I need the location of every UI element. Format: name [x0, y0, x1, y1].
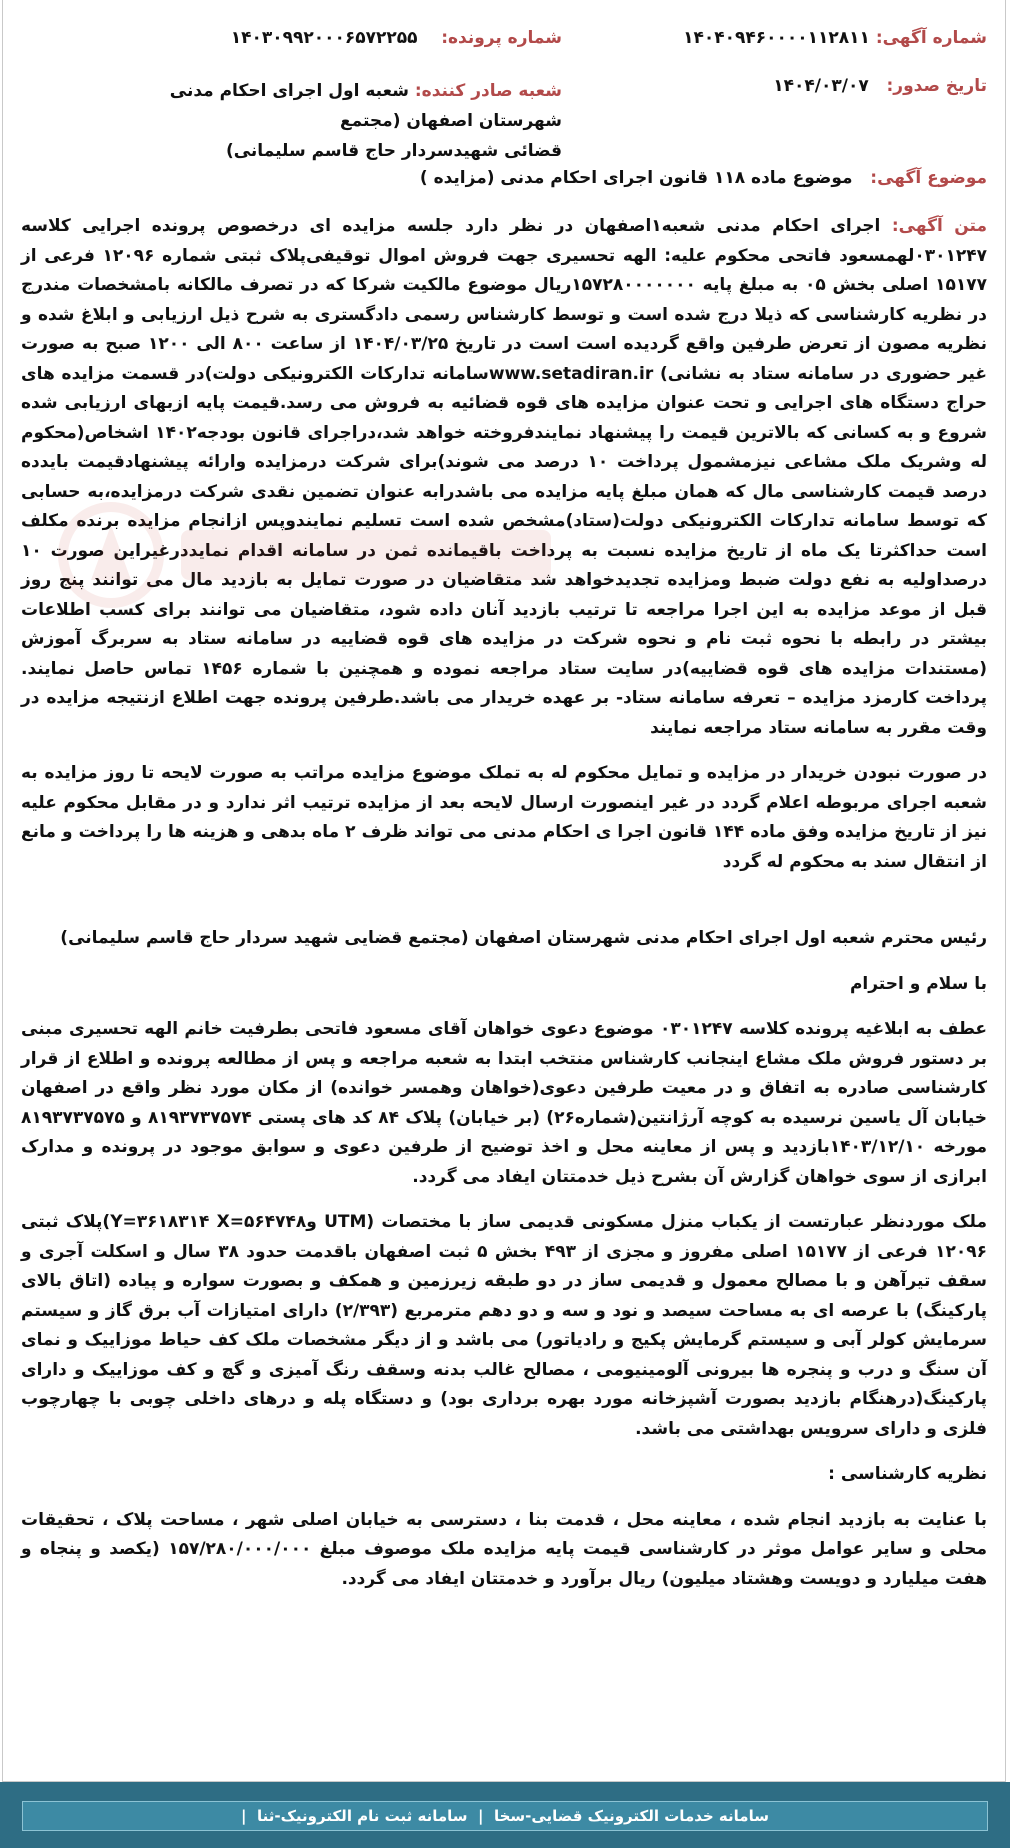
- subject-row: [21, 168, 987, 188]
- footer-links-bar: [22, 1801, 988, 1831]
- case-number-group: [231, 28, 562, 48]
- notice-number: ۱۴۰۴۰۹۴۶۰۰۰۰۱۱۲۸۱۱: [683, 28, 870, 48]
- notice-paragraph-1-text: اجرای احکام مدنی شعبه۱اصفهان در نظر دارد جلسه مزایده ای درخصوص پرونده اجرایی کلاسه ۰۳۰۱۲۴۷لهمسعود فاتحی محکوم علیه: الهه تحسیری جهت فروش اموال توقیفی‌پلاک ثبتی شماره ۱۲۰۹۶ فرعی از ۱۵۱۷۷ اصلی بخش ۰۵ به مبلغ پایه ۱۵۷۲۸۰۰۰۰۰۰۰ریال موضوع مالکیت شرکا که در تصرف مالکانه بامشخصات مندرج در نظریه کارشناسی که ذیلا درج شده است و توسط کارشناس رسمی دادگستری به شرح ذیل ارزیابی و ابلاغ شده و نظریه مصون از تعرض طرفین واقع گردیده است است در تاریخ ۱۴۰۴/۰۳/۲۵ از ساعت ۸۰۰ الی ۱۲۰۰ صبح به صورت غیر حضوری در سامانه ستاد به نشانی) www.setadiran.irسامانه تدارکات الکترونیکی دولت)در قسمت مزایده های حراج دستگاه های اجرایی و تحت عنوان مزایده های قوه قضائیه به فروش می رسد.قیمت پایه ازبهای ارزیابی شده شروع و به کسانی که بالاترین قیمت را پیشنهاد نمایندفروخته خواهد شد،دراجرای قانون بودجه۱۴۰۲ اشخاص(محکوم له وشریک ملک مشاعی نیزمشمول پرداخت ۱۰ درصد می شوند)برای شرکت درمزایده وارائه پیشنهادقیمت بایدده درصد قیمت کارشناسی مال که همان مبلغ پایه مزایده می باشدرابه عنوان تضمین نقدی شرکت درمزایده،به حسابی که توسط سامانه تدارکات الکترونیکی دولت(ستاد)مشخص شده است تسلیم نمایندوپس ازانجام مزایده برنده مکلف است حداکثرتا یک ماه از تاریخ مزایده نسبت به پرداخت باقیمانده ثمن در سامانه اقدام نمایددرغیراین صورت ۱۰ درصداولیه به نفع دولت ضبط ومزایده تجدیدخواهد شد متقاضیان در صورت تمایل به بازدید مال می توانند پنج روز قبل از موعد مزایده به این اجرا مراجعه تا ترتیب بازدید آنان داده شود، متقاضیان می توانند برای کسب اطلاعات بیشتر در رابطه با نحوه ثبت نام و نحوه شرکت در مزایده های قوه قضاییه در سامانه ستاد به سربرگ آموزش (مستندات مزایده های قوه قضاییه)در سایت ستاد مراجعه نموده و همچنین با شماره ۱۴۵۶ تماس حاصل نمایند. پرداخت کارمزد مزایده – تعرفه سامانه ستاد- بر عهده خریدار می باشد.طرفین پرونده جهت اطلاع ازنتیجه مزایده در وقت مقرر به سامانه ستاد مراجعه نمایند: [21, 216, 988, 738]
- issuing-branch-group: [102, 76, 562, 166]
- report-paragraph-1: عطف به ابلاغیه پرونده کلاسه ۰۳۰۱۲۴۷ موضوع دعوی خواهان آقای مسعود فاتحی بطرفیت خانم الهه تحسیری مبنی بر دستور فروش ملک مشاع اینجانب کارشناس منتخب ابتدا به شعبه مراجعه و پس از مطالعه پرونده و اطلاع از قرار کارشناسی صادره به اتفاق و در معیت طرفین دعوی(خواهان وهمسر خوانده) از مکان مورد نظر واقع در اصفهان خیابان آل یاسین نرسیده به کوچه آرژانتین(شماره۲۶) (بر خیابان) پلاک ۸۴ کد های پستی ۸۱۹۳۷۳۷۵۷۴ و ۸۱۹۳۷۳۷۵۷۵ مورخه ۱۴۰۳/۱۲/۱۰بازدید و پس از معاینه محل و اخذ توضیح از طرفین دعوی و سوابق موجود در پرونده و مدارک ابرازی از سوی خواهان گزارش آن بشرح ذیل خدمتتان ایفاد می گردد.: [21, 1019, 988, 1187]
- notice-number-label: شماره آگهی:: [875, 28, 987, 48]
- case-number: ۱۴۰۳۰۹۹۲۰۰۰۶۵۷۲۲۵۵: [230, 28, 418, 48]
- notice-text-label: متن آگهی:: [891, 216, 987, 236]
- issue-date: ۱۴۰۴/۰۳/۰۷: [773, 76, 869, 96]
- expert-opinion-title: نظریه کارشناسی :: [828, 1464, 987, 1484]
- footer-link-sana[interactable]: سامانه ثبت نام الکترونیک-ثنا: [256, 1807, 468, 1825]
- expert-report: [21, 924, 987, 1594]
- case-number-label: شماره پرونده:: [441, 28, 562, 48]
- issue-date-group: [773, 76, 987, 96]
- footer-link-sakha[interactable]: سامانه خدمات الکترونیک قضایی-سخا: [493, 1807, 769, 1825]
- report-addressee: رئیس محترم شعبه اول اجرای احکام مدنی شهرستان اصفهان (مجتمع قضایی شهید سردار حاج قاسم سلیمانی): [60, 928, 987, 948]
- notice-body: [21, 212, 987, 877]
- footer-separator-end: |: [241, 1807, 247, 1825]
- footer-separator: |: [478, 1807, 484, 1825]
- notice-number-group: [683, 28, 987, 48]
- notice-paragraph-1: [21, 212, 987, 743]
- notice-paragraph-2: در صورت نبودن خریدار در مزایده و تمایل محکوم له به تملک موضوع مزایده مراتب به صورت لایحه تا روز مزایده به شعبه اجرای مربوطه اعلام گردد در غیر اینصورت ارسال لایحه بعد از مزایده ترتیب اثر ندارد و در مقابل محکوم علیه نیز از تاریخ مزایده وفق ماده ۱۴۴ قانون اجرا ی احکام مدنی می تواند ظرف ۲ ماه بدهی و هزینه ها را پرداخت و مانع از انتقال سند به محکوم له گردد: [21, 763, 987, 872]
- subject-label: موضوع آگهی:: [870, 168, 987, 188]
- footer: [0, 1782, 1010, 1848]
- issuing-branch-line1: شعبه اول اجرای احکام مدنی شهرستان اصفهان (مجتمع: [169, 81, 562, 131]
- issuing-branch-label: شعبه صادر کننده:: [414, 81, 562, 101]
- expert-opinion-text: با عنایت به بازدید انجام شده ، معاینه محل ، قدمت بنا ، دسترسی به خیابان اصلی شهر ، مساحت پلاک ، تحقیقات محلی و سایر عوامل موثر در کارشناسی قیمت پایه مزایده ملک موصوف مبلغ ۱۵۷/۲۸۰/۰۰۰/۰۰۰ (یکصد و پنجاه و هفت میلیارد و دویست وهشتاد میلیون) ریال برآورد و خدمتتان ایفاد می گردد.: [21, 1509, 987, 1589]
- notice-page: [2, 0, 1006, 1782]
- subject-text: موضوع ماده ۱۱۸ قانون اجرای احکام مدنی (مزایده ): [419, 168, 853, 188]
- issuing-branch-line2: قضائی شهیدسردار حاج قاسم سلیمانی): [225, 141, 562, 161]
- report-paragraph-2: ملک مورد‌نظر عبارتست از یکباب منزل مسکونی قدیمی ساز با مختصات (UTM وY=۳۶۱۸۳۱۴ X=۵۶۴۷۴۸)پلاک ثبتی ۱۲۰۹۶ فرعی از ۱۵۱۷۷ اصلی مفروز و مجزی از ۴۹۳ بخش ۵ ثبت اصفهان باقدمت حدود ۳۸ سال و اسکلت آجری و سقف تیرآهن و با مصالح معمول و قدیمی ساز در دو طبقه زیرزمین و همکف و بصورت سواره و پیاده (اتاق بالای پارکینگ) با عرصه ای به مساحت سیصد و نود و سه و دو دهم مترمربع (۲/۳۹۳) دارای امتیازات آب برق گاز و سیستم سرمایش کولر آبی و سیستم گرمایش پکیج و رادیاتور) می باشد و از دیگر مشخصات ملک کف حیاط موزاییک و نمای آن سنگ و درب و پنجره ها بیرونی آلومینیومی ، مصالح غالب بدنه وسقف رنگ آمیزی و گچ و کف موزاییک و دارای پارکینگ(درهنگام بازدید بصورت آشپزخانه مورد بهره برداری بود) و دستگاه پله و درهای داخلی چوبی با چهارچوب فلزی و دارای سرویس بهداشتی می باشد.: [21, 1212, 987, 1439]
- report-greeting: با سلام و احترام: [849, 973, 987, 994]
- issue-date-label: تاریخ صدور:: [886, 76, 987, 96]
